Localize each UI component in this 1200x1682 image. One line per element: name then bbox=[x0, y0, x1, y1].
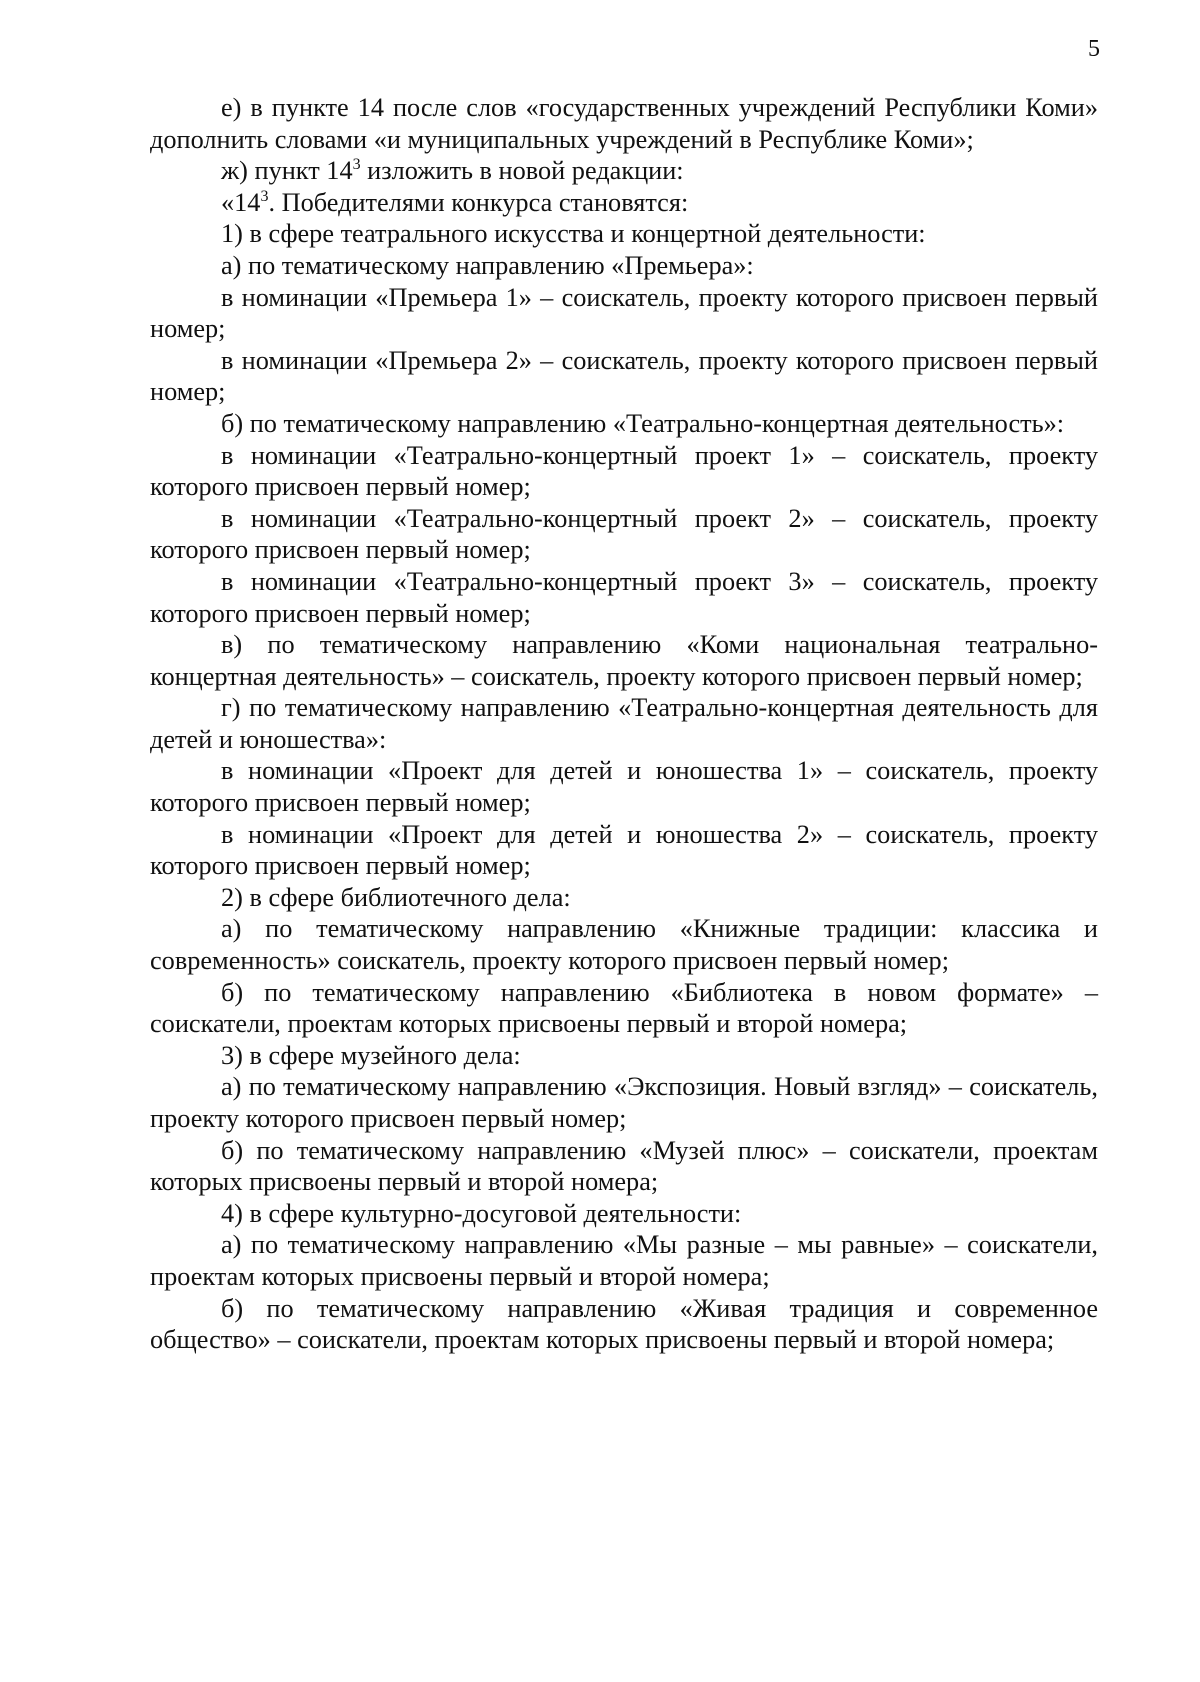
paragraph-zh-text-start: ж) пункт 14 bbox=[221, 156, 353, 186]
paragraph-14-3-text-end: . Победителями конкурса становятся: bbox=[268, 187, 689, 217]
document-body bbox=[150, 92, 1098, 1356]
nomination-premiere-2: в номинации «Премьера 2» – соискатель, проекту которого присвоен первый номер; bbox=[150, 345, 1098, 407]
item-museum-plus: б) по тематическому направлению «Музей плюс» – соискатели, проектам которых присвоены первый и второй номера; bbox=[150, 1135, 1098, 1197]
nomination-youth-2: в номинации «Проект для детей и юношества 2» – соискатель, проекту которого присвоен первый номер; bbox=[150, 819, 1098, 881]
item-theatre-concert-direction: б) по тематическому направлению «Театрально-концертная деятельность»: bbox=[221, 408, 1065, 438]
nomination-theatre-concert-1: в номинации «Театрально-концертный проект 1» – соискатель, проекту которого присвоен первый номер; bbox=[150, 440, 1098, 502]
paragraph-zh bbox=[150, 155, 1098, 187]
page-number: 5 bbox=[1088, 36, 1100, 62]
item-we-are-different: а) по тематическому направлению «Мы разные – мы равные» – соискатели, проектам которых присвоены первый и второй номера; bbox=[150, 1230, 1098, 1291]
item-book-traditions: а) по тематическому направлению «Книжные традиции: классика и современность» соискатель, проекту которого присвоен первый номер; bbox=[150, 914, 1098, 976]
paragraph-14-3-heading bbox=[150, 187, 1098, 219]
item-youth-direction: г) по тематическому направлению «Театрально-концертная деятельность для детей и юношества»: bbox=[150, 693, 1098, 754]
nomination-premiere-1: в номинации «Премьера 1» – соискатель, проекту которого присвоен первый номер; bbox=[150, 282, 1098, 344]
item-living-tradition: б) по тематическому направлению «Живая традиция и современное общество» – соискатели, проектам которых присвоены первый и второй номера; bbox=[150, 1293, 1098, 1355]
nomination-theatre-concert-3: в номинации «Театрально-концертный проект 3» – соискатель, проекту которого присвоен первый номер; bbox=[150, 566, 1098, 628]
item-library-new-format: б) по тематическому направлению «Библиотека в новом формате» – соискатели, проектам которых присвоены первый и второй номера; bbox=[150, 977, 1098, 1039]
item-komi-national-direction: в) по тематическому направлению «Коми национальная театрально-концертная деятельность» – соискатель, проекту которого присвоен первый номер; bbox=[150, 630, 1098, 691]
nomination-theatre-concert-2: в номинации «Театрально-концертный проект 2» – соискатель, проекту которого присвоен первый номер; bbox=[150, 503, 1098, 565]
item-premiere-direction: а) по тематическому направлению «Премьера»: bbox=[221, 250, 754, 280]
superscript: 3 bbox=[260, 188, 269, 206]
nomination-youth-1: в номинации «Проект для детей и юношества 1» – соискатель, проекту которого присвоен первый номер; bbox=[150, 756, 1098, 818]
paragraph-14-3-text-start: «14 bbox=[221, 187, 261, 217]
paragraph-zh-text-end: изложить в новой редакции: bbox=[360, 156, 684, 186]
section-museum-heading: 3) в сфере музейного дела: bbox=[221, 1040, 521, 1070]
superscript: 3 bbox=[352, 156, 361, 174]
section-library-heading: 2) в сфере библиотечного дела: bbox=[221, 882, 571, 912]
paragraph-e: е) в пункте 14 после слов «государственных учреждений Республики Коми» дополнить словами «и муниципальных учреждений в Республике Коми»; bbox=[150, 93, 1098, 154]
section-theatre-heading: 1) в сфере театрального искусства и концертной деятельности: bbox=[221, 219, 926, 249]
section-cultural-leisure-heading: 4) в сфере культурно-досуговой деятельности: bbox=[221, 1198, 742, 1228]
item-exposition: а) по тематическому направлению «Экспозиция. Новый взгляд» – соискатель, проекту которого присвоен первый номер; bbox=[150, 1072, 1098, 1133]
